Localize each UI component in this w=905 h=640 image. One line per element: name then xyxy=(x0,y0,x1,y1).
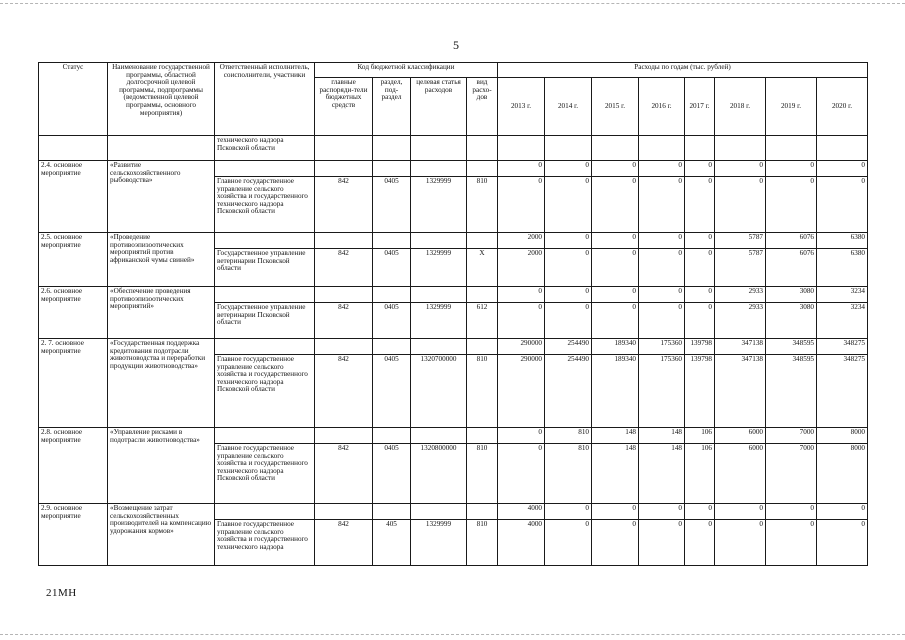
amount-cell: 348595 xyxy=(766,339,817,355)
table-cell xyxy=(817,136,868,161)
amount-cell: 347138 xyxy=(715,355,766,428)
amount-cell: 106 xyxy=(685,444,715,504)
amount-cell: 0 xyxy=(639,287,685,303)
table-cell xyxy=(685,136,715,161)
amount-cell: 0 xyxy=(592,520,639,566)
status-cell: 2. 7. основное мероприятие xyxy=(39,339,108,428)
table-cell xyxy=(467,287,498,303)
table-cell xyxy=(373,136,411,161)
executor-cell: технического надзора Псковской области xyxy=(215,136,315,161)
amount-cell: 254490 xyxy=(545,355,592,428)
table-cell xyxy=(108,136,215,161)
amount-cell: 0 xyxy=(545,504,592,520)
activity-total-row xyxy=(39,287,868,303)
kind-code-cell: 810 xyxy=(467,177,498,233)
activity-total-row xyxy=(39,428,868,444)
header-year: 2013 г. xyxy=(498,78,545,136)
table-cell xyxy=(766,136,817,161)
header-year: 2018 г. xyxy=(715,78,766,136)
amount-cell: 148 xyxy=(639,444,685,504)
amount-cell: 0 xyxy=(639,177,685,233)
activity-name-cell: «Проведение противоэпизоотических мероприятий против африканской чумы свиней» xyxy=(108,233,215,287)
table-cell xyxy=(373,233,411,249)
amount-cell: 0 xyxy=(592,161,639,177)
amount-cell: 810 xyxy=(545,428,592,444)
header-name: Наименование государственной программы, областной долгосрочной целевой программы, подпрограммы (ведомственной целевой программы, основного мероприятия) xyxy=(108,63,215,136)
executor-cell: Главное государственное управление сельского хозяйства и государственного технического надзора Псковской области xyxy=(215,355,315,428)
executor-cell: Главное государственное управление сельского хозяйства и государственного технического надзора xyxy=(215,520,315,566)
amount-cell: 148 xyxy=(592,444,639,504)
amount-cell: 0 xyxy=(715,161,766,177)
section-code-cell: 0405 xyxy=(373,249,411,287)
amount-cell: 0 xyxy=(545,177,592,233)
table-cell xyxy=(373,339,411,355)
activity-name-cell: «Управление рисками в подотрасли животноводства» xyxy=(108,428,215,504)
amount-cell: 0 xyxy=(685,520,715,566)
status-cell: 2.5. основное мероприятие xyxy=(39,233,108,287)
header-year: 2020 г. xyxy=(817,78,868,136)
amount-cell: 0 xyxy=(685,249,715,287)
amount-cell: 0 xyxy=(639,161,685,177)
amount-cell: 0 xyxy=(545,303,592,339)
amount-cell: 139798 xyxy=(685,339,715,355)
amount-cell: 0 xyxy=(766,520,817,566)
table-cell xyxy=(467,504,498,520)
amount-cell: 0 xyxy=(715,520,766,566)
table-cell xyxy=(411,233,467,249)
table-cell xyxy=(411,428,467,444)
amount-cell: 0 xyxy=(817,520,868,566)
activity-total-row xyxy=(39,161,868,177)
amount-cell: 0 xyxy=(545,161,592,177)
amount-cell: 6000 xyxy=(715,444,766,504)
scan-bottom-edge xyxy=(0,634,905,635)
kind-code-cell: 612 xyxy=(467,303,498,339)
table-cell xyxy=(215,287,315,303)
kind-code-cell: 810 xyxy=(467,444,498,504)
amount-cell: 348595 xyxy=(766,355,817,428)
amount-cell: 0 xyxy=(639,520,685,566)
amount-cell: 0 xyxy=(592,303,639,339)
table-cell xyxy=(315,233,373,249)
table-cell xyxy=(467,233,498,249)
amount-cell: 348275 xyxy=(817,355,868,428)
table-cell xyxy=(315,428,373,444)
table-cell xyxy=(467,339,498,355)
header-year: 2019 г. xyxy=(766,78,817,136)
amount-cell: 0 xyxy=(545,287,592,303)
amount-cell: 0 xyxy=(639,249,685,287)
header-status: Статус xyxy=(39,63,108,136)
kind-code-cell: Х xyxy=(467,249,498,287)
table-cell xyxy=(315,339,373,355)
amount-cell: 4000 xyxy=(498,520,545,566)
table-cell xyxy=(215,233,315,249)
amount-cell: 0 xyxy=(498,444,545,504)
table-cell xyxy=(373,287,411,303)
amount-cell: 6000 xyxy=(715,428,766,444)
section-code-cell: 405 xyxy=(373,520,411,566)
amount-cell: 6076 xyxy=(766,249,817,287)
grbs-code-cell: 842 xyxy=(315,520,373,566)
table-cell xyxy=(411,287,467,303)
amount-cell: 8000 xyxy=(817,428,868,444)
table-cell xyxy=(373,504,411,520)
activity-name-cell: «Развитие сельскохозяйственного рыбоводства» xyxy=(108,161,215,233)
amount-cell: 4000 xyxy=(498,504,545,520)
amount-cell: 0 xyxy=(592,177,639,233)
amount-cell: 0 xyxy=(592,233,639,249)
table-cell xyxy=(411,339,467,355)
section-code-cell: 0405 xyxy=(373,303,411,339)
header-expenses: Расходы по годам (тыс. рублей) xyxy=(498,63,868,78)
grbs-code-cell: 842 xyxy=(315,249,373,287)
table-cell xyxy=(215,428,315,444)
executor-cell: Государственное управление ветеринарии Псковской области xyxy=(215,249,315,287)
header-year: 2014 г. xyxy=(545,78,592,136)
activity-name-cell: «Возмещение затрат сельскохозяйственных производителей на компенсацию удорожания кормов» xyxy=(108,504,215,566)
scan-top-edge xyxy=(0,3,905,4)
executor-cell: Главное государственное управление сельского хозяйства и государственного технического надзора Псковской области xyxy=(215,177,315,233)
amount-cell: 3234 xyxy=(817,287,868,303)
amount-cell: 5787 xyxy=(715,249,766,287)
amount-cell: 0 xyxy=(766,177,817,233)
amount-cell: 5787 xyxy=(715,233,766,249)
target-code-cell: 1329999 xyxy=(411,303,467,339)
amount-cell: 0 xyxy=(685,504,715,520)
executor-cell: Главное государственное управление сельского хозяйства и государственного технического надзора Псковской области xyxy=(215,444,315,504)
header-section: раздел, под-раздел xyxy=(373,78,411,136)
amount-cell: 189340 xyxy=(592,339,639,355)
executor-cell: Государственное управление ветеринарии Псковской области xyxy=(215,303,315,339)
amount-cell: 0 xyxy=(685,287,715,303)
amount-cell: 3080 xyxy=(766,287,817,303)
amount-cell: 0 xyxy=(639,303,685,339)
target-code-cell: 1329999 xyxy=(411,249,467,287)
header-executor: Ответственный исполнитель, соисполнители, участники xyxy=(215,63,315,136)
target-code-cell: 1329999 xyxy=(411,177,467,233)
amount-cell: 6380 xyxy=(817,249,868,287)
table-cell xyxy=(39,136,108,161)
amount-cell: 0 xyxy=(685,177,715,233)
grbs-code-cell: 842 xyxy=(315,444,373,504)
page-number: 5 xyxy=(453,38,459,52)
section-code-cell: 0405 xyxy=(373,177,411,233)
activity-total-row xyxy=(39,339,868,355)
section-code-cell: 0405 xyxy=(373,444,411,504)
amount-cell: 2933 xyxy=(715,287,766,303)
amount-cell: 0 xyxy=(498,161,545,177)
amount-cell: 148 xyxy=(592,428,639,444)
table-cell xyxy=(467,428,498,444)
table-cell xyxy=(315,136,373,161)
amount-cell: 0 xyxy=(498,303,545,339)
amount-cell: 139798 xyxy=(685,355,715,428)
amount-cell: 347138 xyxy=(715,339,766,355)
kind-code-cell: 810 xyxy=(467,520,498,566)
header-budget-code: Код бюджетной классификации xyxy=(315,63,498,78)
table-cell xyxy=(315,504,373,520)
amount-cell: 6076 xyxy=(766,233,817,249)
activity-name-cell: «Обеспечение проведения противоэпизоотических мероприятий» xyxy=(108,287,215,339)
amount-cell: 2933 xyxy=(715,303,766,339)
amount-cell: 3234 xyxy=(817,303,868,339)
amount-cell: 0 xyxy=(715,177,766,233)
header-year: 2016 г. xyxy=(639,78,685,136)
amount-cell: 7000 xyxy=(766,444,817,504)
amount-cell: 0 xyxy=(817,177,868,233)
amount-cell: 0 xyxy=(498,428,545,444)
kind-code-cell: 810 xyxy=(467,355,498,428)
grbs-code-cell: 842 xyxy=(315,355,373,428)
table-cell xyxy=(411,136,467,161)
table-cell xyxy=(467,161,498,177)
target-code-cell: 1320700000 xyxy=(411,355,467,428)
amount-cell: 0 xyxy=(545,249,592,287)
amount-cell: 0 xyxy=(685,233,715,249)
table-cell xyxy=(498,136,545,161)
activity-total-row xyxy=(39,504,868,520)
amount-cell: 148 xyxy=(639,428,685,444)
table-cell xyxy=(315,161,373,177)
amount-cell: 8000 xyxy=(817,444,868,504)
amount-cell: 0 xyxy=(592,249,639,287)
amount-cell: 6380 xyxy=(817,233,868,249)
grbs-code-cell: 842 xyxy=(315,303,373,339)
status-cell: 2.9. основное мероприятие xyxy=(39,504,108,566)
table-cell xyxy=(215,161,315,177)
budget-table xyxy=(38,62,868,566)
footer-code: 21МН xyxy=(46,587,77,599)
amount-cell: 7000 xyxy=(766,428,817,444)
table-cell xyxy=(315,287,373,303)
table-cell xyxy=(373,161,411,177)
amount-cell: 0 xyxy=(817,504,868,520)
budget-table-body xyxy=(39,136,868,566)
table-cell xyxy=(592,136,639,161)
table-cell xyxy=(411,504,467,520)
amount-cell: 3080 xyxy=(766,303,817,339)
carryover-row xyxy=(39,136,868,161)
amount-cell: 2000 xyxy=(498,233,545,249)
amount-cell: 0 xyxy=(545,520,592,566)
amount-cell: 290000 xyxy=(498,339,545,355)
table-cell xyxy=(215,339,315,355)
amount-cell: 0 xyxy=(498,287,545,303)
amount-cell: 0 xyxy=(817,161,868,177)
activity-name-cell: «Государственная поддержка кредитования подотрасли животноводства и переработки продукции животноводства» xyxy=(108,339,215,428)
amount-cell: 189340 xyxy=(592,355,639,428)
target-code-cell: 1329999 xyxy=(411,520,467,566)
grbs-code-cell: 842 xyxy=(315,177,373,233)
header-grbs: главные распоряди-тели бюджетных средств xyxy=(315,78,373,136)
amount-cell: 175360 xyxy=(639,355,685,428)
target-code-cell: 1320800000 xyxy=(411,444,467,504)
amount-cell: 2000 xyxy=(498,249,545,287)
amount-cell: 0 xyxy=(766,504,817,520)
table-cell xyxy=(215,504,315,520)
amount-cell: 0 xyxy=(715,504,766,520)
header-year: 2015 г. xyxy=(592,78,639,136)
header-target: целевая статья расходов xyxy=(411,78,467,136)
amount-cell: 290000 xyxy=(498,355,545,428)
amount-cell: 0 xyxy=(639,504,685,520)
table-cell xyxy=(545,136,592,161)
header-year: 2017 г. xyxy=(685,78,715,136)
activity-total-row xyxy=(39,233,868,249)
amount-cell: 0 xyxy=(766,161,817,177)
status-cell: 2.8. основное мероприятие xyxy=(39,428,108,504)
status-cell: 2.4. основное мероприятие xyxy=(39,161,108,233)
amount-cell: 0 xyxy=(592,287,639,303)
status-cell: 2.6. основное мероприятие xyxy=(39,287,108,339)
amount-cell: 254490 xyxy=(545,339,592,355)
amount-cell: 810 xyxy=(545,444,592,504)
table-cell xyxy=(715,136,766,161)
amount-cell: 0 xyxy=(685,303,715,339)
amount-cell: 175360 xyxy=(639,339,685,355)
header-kind: вид расхо-дов xyxy=(467,78,498,136)
section-code-cell: 0405 xyxy=(373,355,411,428)
amount-cell: 0 xyxy=(685,161,715,177)
amount-cell: 0 xyxy=(545,233,592,249)
table-cell xyxy=(639,136,685,161)
amount-cell: 0 xyxy=(592,504,639,520)
amount-cell: 0 xyxy=(639,233,685,249)
amount-cell: 106 xyxy=(685,428,715,444)
table-cell xyxy=(411,161,467,177)
amount-cell: 348275 xyxy=(817,339,868,355)
table-cell xyxy=(467,136,498,161)
table-cell xyxy=(373,428,411,444)
amount-cell: 0 xyxy=(498,177,545,233)
